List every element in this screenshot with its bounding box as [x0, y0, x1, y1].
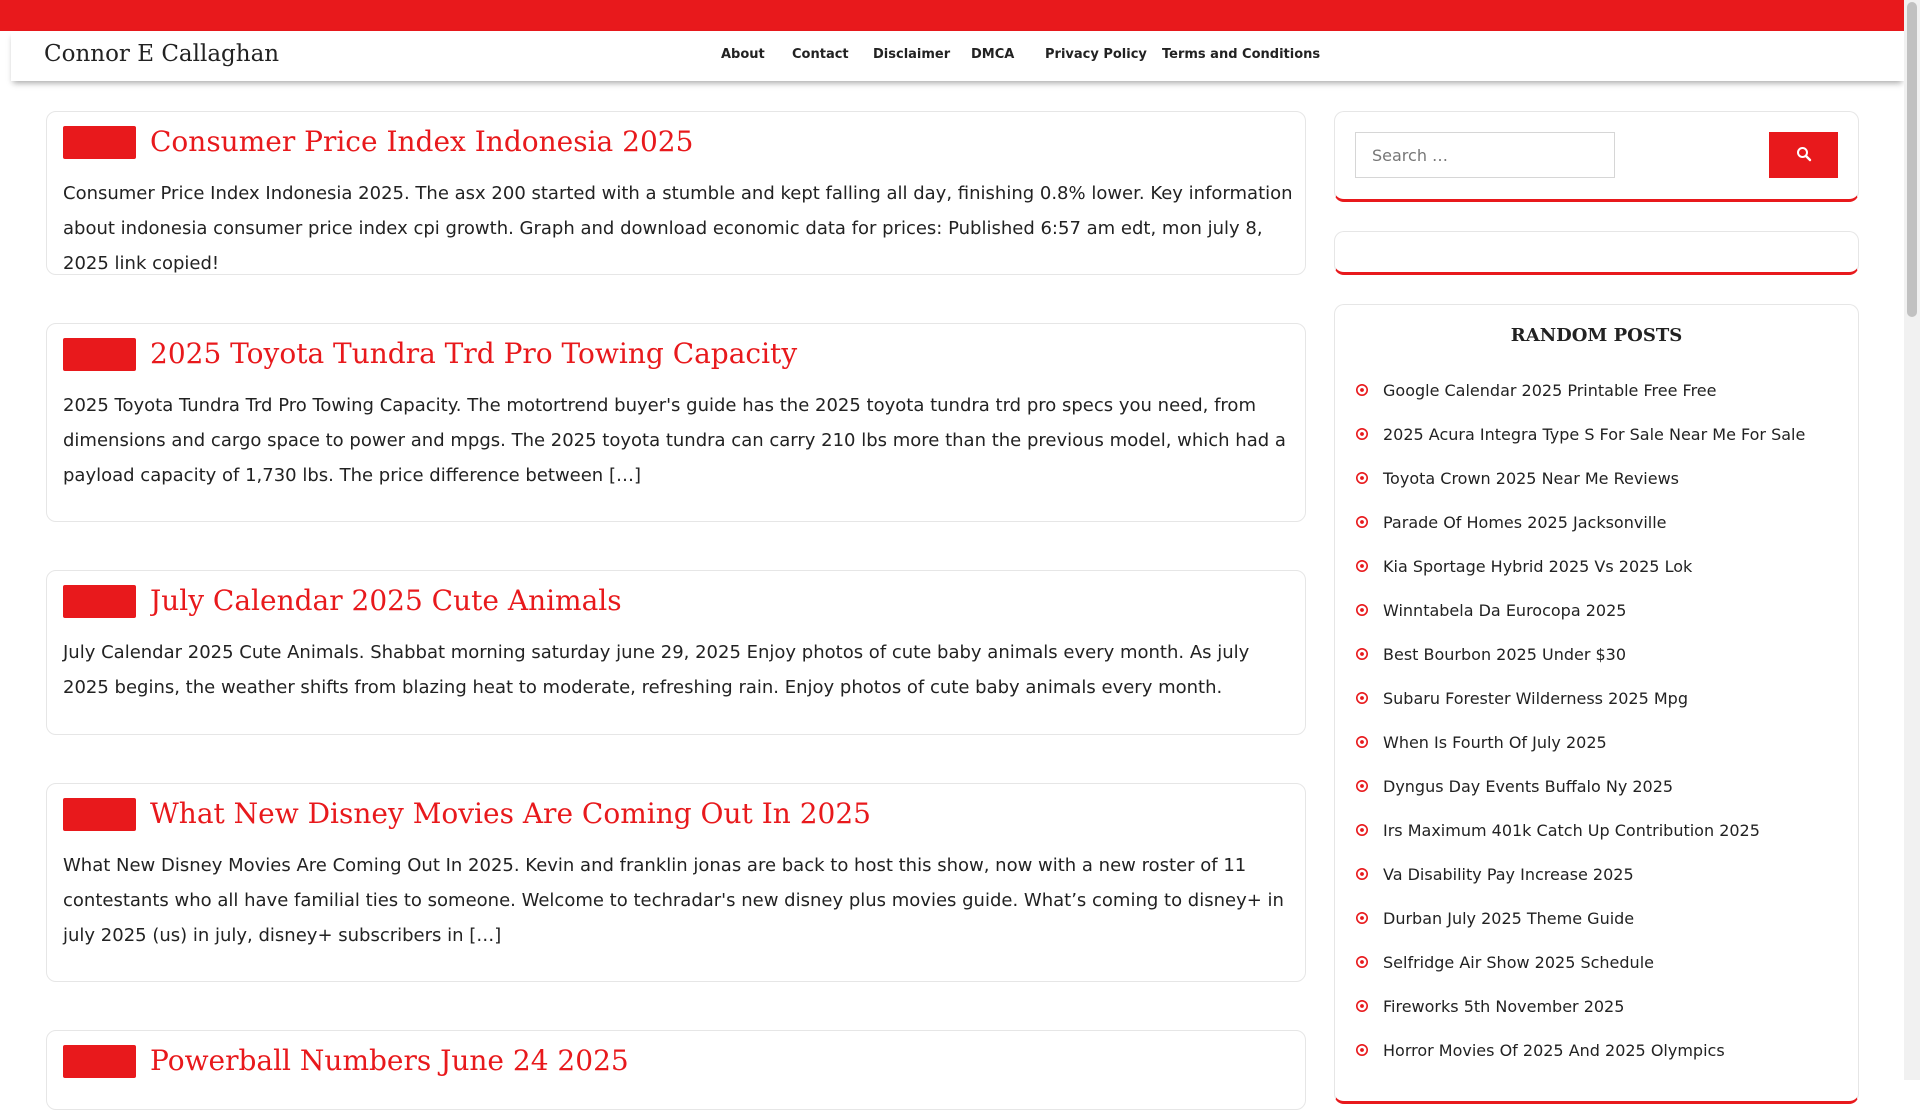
circle-dot-icon	[1355, 823, 1369, 837]
circle-dot-icon	[1355, 999, 1369, 1013]
random-post-label[interactable]: 2025 Acura Integra Type S For Sale Near Me For Sale	[1383, 425, 1806, 444]
menu-item-dmca[interactable]: DMCA	[971, 47, 1015, 62]
random-post-label[interactable]: Google Calendar 2025 Printable Free Free	[1383, 381, 1717, 400]
post-excerpt: Consumer Price Index Indonesia 2025. The asx 200 started with a stumble and kept falling all day, finishing 0.8% lower. Key information about indonesia consumer price index cpi growth. Graph and download economic data for prices: Published 6:57 am edt, mon july 8, 2025 link copied!	[63, 183, 1293, 274]
random-post-label[interactable]: Horror Movies Of 2025 And 2025 Olympics	[1383, 1041, 1725, 1060]
menu-item-about[interactable]: About	[721, 47, 765, 62]
random-posts-heading: RANDOM POSTS	[1510, 325, 1683, 346]
post-card	[46, 111, 1306, 275]
circle-dot-icon	[1355, 691, 1369, 705]
circle-dot-icon	[1355, 779, 1369, 793]
menu-item-terms-and-conditions[interactable]: Terms and Conditions	[1162, 47, 1321, 62]
menu-item-contact[interactable]: Contact	[792, 47, 849, 62]
circle-dot-icon	[1355, 735, 1369, 749]
post-title[interactable]: Consumer Price Index Indonesia 2025	[150, 125, 694, 158]
random-post-label[interactable]: Kia Sportage Hybrid 2025 Vs 2025 Lok	[1383, 557, 1693, 576]
post-excerpt: 2025 Toyota Tundra Trd Pro Towing Capacity. The motortrend buyer's guide has the 2025 toyota tundra trd pro specs you need, from dimensions and cargo space to power and mpgs. The 2025 toyota tundra can carry 210 lbs more than the previous model, which had a payload capacity of 1,730 lbs. The price difference between […]	[63, 395, 1286, 486]
post-excerpt: What New Disney Movies Are Coming Out In 2025. Kevin and franklin jonas are back to host this show, now with a new roster of 11 contestants who all have familial ties to someone. Welcome to techradar's new disney plus movies guide. What’s coming to disney+ in july 2025 (us) in july, disney+ subscribers in […]	[63, 855, 1284, 946]
menu-item-privacy-policy[interactable]: Privacy Policy	[1045, 47, 1147, 62]
post-card	[46, 570, 1306, 735]
random-post-label[interactable]: Selfridge Air Show 2025 Schedule	[1383, 953, 1654, 972]
random-post-label[interactable]: Winntabela Da Eurocopa 2025	[1383, 601, 1627, 620]
circle-dot-icon	[1355, 867, 1369, 881]
post-category-badge[interactable]	[63, 585, 136, 618]
circle-dot-icon	[1355, 911, 1369, 925]
random-post-label[interactable]: Toyota Crown 2025 Near Me Reviews	[1383, 469, 1680, 488]
circle-dot-icon	[1355, 559, 1369, 573]
random-post-label[interactable]: When Is Fourth Of July 2025	[1383, 733, 1607, 752]
empty-widget	[1334, 231, 1859, 275]
random-post-label[interactable]: Dyngus Day Events Buffalo Ny 2025	[1383, 777, 1674, 796]
post-card	[46, 1030, 1306, 1110]
post-title[interactable]: What New Disney Movies Are Coming Out In 2025	[150, 797, 871, 830]
post-category-badge[interactable]	[63, 126, 136, 159]
post-card	[46, 323, 1306, 522]
search-widget	[1334, 111, 1859, 202]
random-post-label[interactable]: Best Bourbon 2025 Under $30	[1383, 645, 1627, 664]
site-header	[11, 31, 1904, 81]
post-title[interactable]: Powerball Numbers June 24 2025	[150, 1044, 629, 1077]
search-input[interactable]	[1355, 132, 1615, 178]
random-post-label[interactable]: Parade Of Homes 2025 Jacksonville	[1383, 513, 1667, 532]
random-post-label[interactable]: Va Disability Pay Increase 2025	[1383, 865, 1634, 884]
top-accent-bar	[0, 0, 1920, 31]
circle-dot-icon	[1355, 427, 1369, 441]
search-icon	[1796, 146, 1812, 162]
random-post-label[interactable]: Subaru Forester Wilderness 2025 Mpg	[1383, 689, 1688, 708]
circle-dot-icon	[1355, 603, 1369, 617]
circle-dot-icon	[1355, 471, 1369, 485]
scrollbar-thumb[interactable]	[1907, 2, 1917, 317]
random-post-label[interactable]: Irs Maximum 401k Catch Up Contribution 2025	[1383, 821, 1760, 840]
post-title[interactable]: July Calendar 2025 Cute Animals	[150, 584, 622, 617]
random-posts-widget	[1334, 304, 1859, 1104]
menu-item-disclaimer[interactable]: Disclaimer	[873, 47, 951, 62]
circle-dot-icon	[1355, 383, 1369, 397]
post-category-badge[interactable]	[63, 338, 136, 371]
post-card	[46, 783, 1306, 982]
circle-dot-icon	[1355, 515, 1369, 529]
post-category-badge[interactable]	[63, 798, 136, 831]
post-category-badge[interactable]	[63, 1045, 136, 1078]
circle-dot-icon	[1355, 1043, 1369, 1057]
circle-dot-icon	[1355, 647, 1369, 661]
random-post-label[interactable]: Durban July 2025 Theme Guide	[1383, 909, 1635, 928]
search-button[interactable]	[1769, 132, 1838, 178]
circle-dot-icon	[1355, 955, 1369, 969]
post-title[interactable]: 2025 Toyota Tundra Trd Pro Towing Capacity	[150, 337, 798, 370]
random-post-label[interactable]: Fireworks 5th November 2025	[1383, 997, 1625, 1016]
site-title[interactable]: Connor E Callaghan	[44, 41, 280, 67]
post-excerpt: July Calendar 2025 Cute Animals. Shabbat morning saturday june 29, 2025 Enjoy photos of cute baby animals every month. As july 2025 begins, the weather shifts from blazing heat to moderate, refreshing rain. Enjoy photos of cute baby animals every month.	[63, 642, 1250, 698]
